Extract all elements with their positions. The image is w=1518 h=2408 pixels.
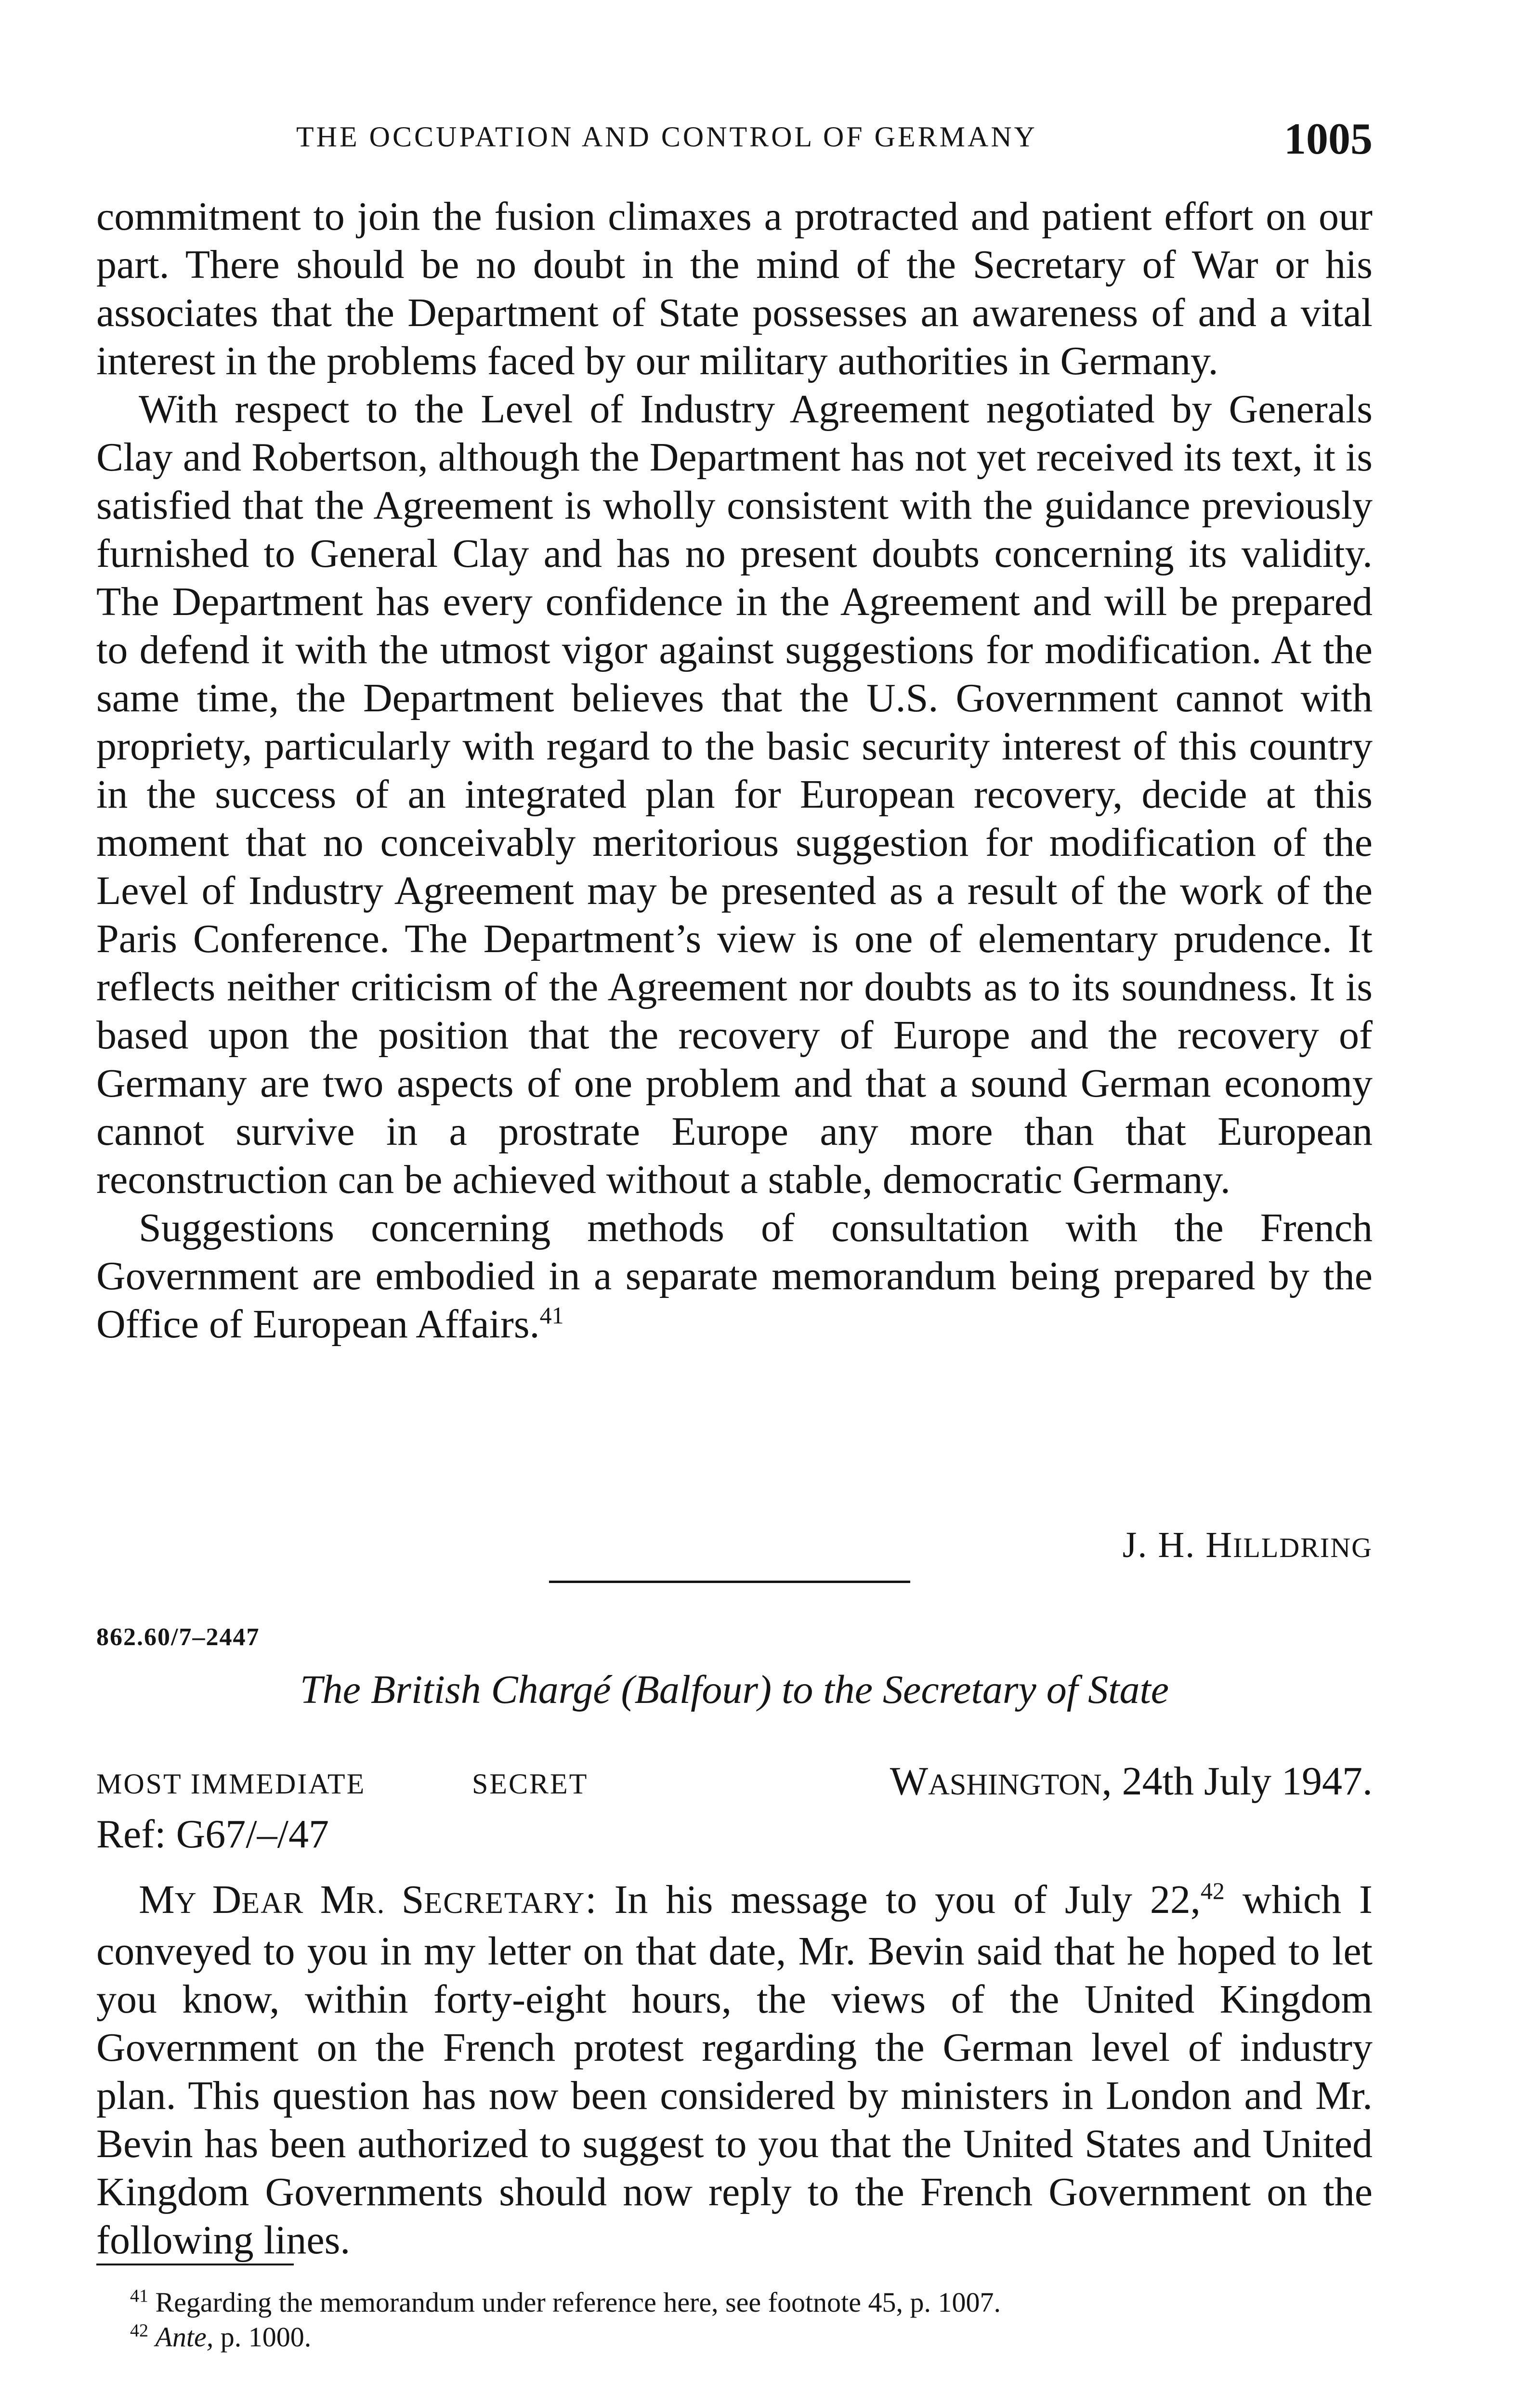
paragraph: commitment to join the fusion climaxes a protracted and patient effort on our part. There should be no doubt in the mind of the Secretary of War or his associates that the Department of State possesses an awareness of and a vital interest in the problems faced by our military authorities in Germany.	[96, 194, 1373, 383]
paragraph	[96, 1204, 1373, 1348]
footnote-divider	[96, 2264, 294, 2265]
footnote-text: Regarding the memorandum under reference here, see footnote 45, p. 1007.	[155, 2287, 1001, 2318]
running-head-title: THE OCCUPATION AND CONTROL OF GERMANY	[296, 121, 1037, 153]
section-divider	[549, 1581, 910, 1583]
footnote-number: 41	[130, 2286, 148, 2306]
salutation	[139, 1877, 585, 1922]
place-cap: W	[890, 1759, 929, 1804]
salutation-sc: ECRETARY	[424, 1887, 586, 1920]
reference-line: Ref: G67/–/47	[96, 1812, 329, 1857]
paragraph-text: Suggestions concerning methods of consultation with the French Government are embodied in a separate memorandum being prepared by the Office of European Affairs.	[96, 1205, 1373, 1347]
footnote-italic: Ante,	[155, 2321, 214, 2353]
page-number: 1005	[1284, 114, 1373, 163]
signature-initials: J. H.	[1122, 1525, 1196, 1565]
salutation-sc: R.	[356, 1887, 402, 1920]
salutation-sc: Y	[174, 1887, 212, 1920]
signature	[1123, 1524, 1373, 1566]
footnote-marker: 41	[539, 1302, 564, 1329]
letter-intro: : In his message to you of July 22,	[585, 1877, 1201, 1922]
signature-surname-rest: ILLDRING	[1233, 1532, 1373, 1563]
paragraph: With respect to the Level of Industry Agreement negotiated by Generals Clay and Robertson, although the Department has not yet received its text, it is satisfied that the Agreement is wholly consistent with the guidance previously furnished to General Clay and has no present doubts concerning its validity. The Department has every confidence in the Agreement and will be prepared to defend it with the utmost vigor against suggestions for modification. At the same time, the Department believes that the U.S. Government cannot with propriety, particularly with regard to the basic security interest of this country in the success of an integrated plan for European recovery, decide at this moment that no conceivably meritorious suggestion for modification of the Level of Industry Agreement may be presented as a result of the work of the Paris Conference. The Department’s view is one of elementary prudence. It reflects neither criticism of the Agreement nor doubts as to its soundness. It is based upon the position that the recovery of Europe and the recovery of Germany are two aspects of one problem and that a sound German economy cannot survive in a prostrate Europe any more than that European reconstruction can be achieved without a stable, democratic Germany.	[96, 387, 1373, 1202]
salutation-cap: S	[401, 1877, 424, 1922]
date: , 24th July 1947.	[1101, 1759, 1373, 1804]
salutation-cap: M	[320, 1877, 356, 1922]
salutation-cap: M	[139, 1877, 175, 1922]
footnote	[130, 2320, 1373, 2355]
footnote-marker: 42	[1200, 1877, 1225, 1904]
body-text	[96, 193, 1373, 1348]
footnote-number: 42	[130, 2320, 148, 2341]
salutation-sc: EAR	[241, 1887, 320, 1920]
letter-body	[96, 1876, 1373, 2264]
classification-line	[96, 1758, 1373, 1811]
salutation-cap: D	[212, 1877, 242, 1922]
file-number: 862.60/7–2447	[96, 1623, 260, 1651]
dateline	[890, 1758, 1373, 1805]
footnote-text: p. 1000.	[213, 2321, 312, 2353]
document-heading: The British Chargé (Balfour) to the Secretary of State	[300, 1667, 1169, 1712]
classification-priority: MOST IMMEDIATE	[96, 1768, 366, 1800]
classification-secret: SECRET	[472, 1768, 589, 1800]
footnote	[130, 2285, 1373, 2320]
letter-text: which I conveyed to you in my letter on that date, Mr. Bevin said that he hoped to let you know, within forty-eight hours, the views of the United Kingdom Government on the French protest regarding the German level of industry plan. This question has now been considered by ministers in London and Mr. Bevin has been authorized to suggest to you that the United States and United Kingdom Governments should now reply to the French Government on the following lines.	[96, 1877, 1373, 2263]
signature-surname-cap: H	[1205, 1525, 1233, 1565]
running-head	[96, 113, 1373, 166]
place-rest: ASHINGTON	[928, 1768, 1102, 1801]
footnotes	[130, 2285, 1373, 2355]
